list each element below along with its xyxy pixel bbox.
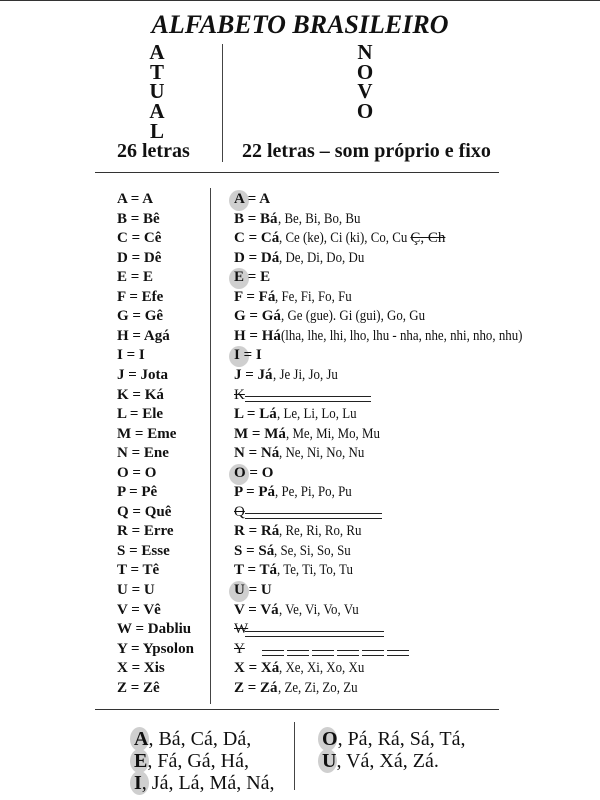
novo-letter: V: [357, 79, 373, 104]
letter-name: N = Ná: [234, 445, 280, 461]
atual-letter: L: [149, 118, 164, 143]
novo-letter: O: [356, 59, 374, 84]
syllables: , Je Ji, Jo, Ju: [272, 367, 338, 383]
vowel-highlight: E: [234, 269, 245, 285]
syllables: , Me, Mi, Mo, Mu: [285, 426, 380, 442]
new-letter-row: [234, 327, 562, 346]
syllables: , Le, Li, Lo, Lu: [276, 406, 357, 422]
atual-vertical-word: [142, 40, 172, 143]
syllables: (lha, lhe, lhi, lho, lhu - nha, nhe, nhi, nho, nhu): [280, 328, 523, 344]
new-letter-row: [234, 190, 270, 209]
new-letter-row: [234, 679, 370, 698]
header-divider: [222, 44, 223, 162]
old-letter-row: L = Ele: [117, 406, 164, 422]
strike-dash: [362, 650, 384, 656]
atual-letter: A: [149, 40, 165, 64]
syllables: = A: [244, 191, 271, 207]
removed-digraphs: Ç, Ch: [410, 230, 446, 246]
letter-name: P = Pá: [234, 484, 276, 500]
top-rule: [0, 0, 600, 1]
vowel-highlight: E: [134, 750, 148, 772]
vowel-highlight: A: [234, 191, 245, 207]
new-letter-row: [234, 659, 378, 678]
letter-name: M = Má: [234, 426, 286, 442]
old-letter-row: F = Efe: [117, 289, 164, 305]
letter-name: V = Vá: [234, 602, 279, 618]
footer-divider: [294, 722, 295, 790]
new-letter-row: [234, 366, 348, 385]
syllables: , Ve, Vi, Vo, Vu: [278, 602, 359, 618]
letter-name: J = Já: [234, 367, 273, 383]
syllable-list: , Já, Lá, Má, Ná,: [141, 772, 275, 794]
section-rule: [95, 172, 499, 173]
new-letter-row: [234, 288, 365, 307]
new-letter-row: [234, 561, 365, 580]
syllables: , Re, Ri, Ro, Ru: [279, 523, 362, 539]
new-letter-row: [234, 386, 245, 405]
syllable-list: , Vá, Xá, Zá.: [336, 750, 439, 772]
novo-letter: O: [356, 99, 374, 124]
new-letter-row: [234, 425, 395, 444]
new-letter-row: [234, 483, 364, 502]
new-letter-row: [234, 640, 245, 659]
letter-name: L = Lá: [234, 406, 277, 422]
old-letter-row: J = Jota: [117, 367, 169, 383]
strike-line-q: [245, 513, 382, 519]
syllables: = I: [239, 347, 262, 363]
old-letter-row: B = Bê: [117, 211, 160, 227]
new-letter-row: [234, 464, 273, 483]
old-alphabet-count: 26 letras: [117, 140, 190, 162]
atual-letter: U: [149, 79, 165, 104]
strike-dash: [262, 650, 284, 656]
syllable-list: , Pá, Rá, Sá, Tá,: [337, 728, 466, 750]
vowel-highlight: I: [134, 772, 142, 794]
new-letter-row: [234, 405, 369, 424]
letter-name: F = Fá: [234, 289, 276, 305]
new-letter-row: [234, 307, 448, 326]
removed-letter: K: [234, 387, 245, 403]
syllables: , Pe, Pi, Po, Pu: [275, 484, 352, 500]
new-letter-row: [234, 444, 378, 463]
letter-name: G = Gá: [234, 308, 281, 324]
letter-name: B = Bá: [234, 211, 278, 227]
old-letter-row: V = Vê: [117, 602, 161, 618]
letter-name: Z = Zá: [234, 680, 278, 696]
strike-line-w: [245, 631, 384, 637]
syllables: = O: [245, 465, 274, 481]
old-letter-row: E = E: [117, 269, 154, 285]
syllables: , Ne, Ni, No, Nu: [279, 445, 365, 461]
atual-letter: T: [149, 59, 164, 84]
new-letter-row: [234, 581, 272, 600]
syllables: = U: [244, 582, 272, 598]
old-letter-row: U = U: [117, 582, 155, 598]
syllables: , Xe, Xi, Xo, Xu: [279, 660, 365, 676]
syllables: , De, Di, Do, Du: [279, 250, 365, 266]
syllable-line: [134, 772, 275, 794]
vowel-highlight: O: [234, 465, 246, 481]
old-letter-row: N = Ene: [117, 445, 169, 461]
letter-name: R = Rá: [234, 523, 280, 539]
old-letter-row: T = Tê: [117, 562, 160, 578]
old-letter-row: I = I: [117, 347, 145, 363]
old-letter-row: Q = Quê: [117, 504, 172, 520]
strike-line-k: [245, 396, 371, 402]
novo-vertical-word: [350, 40, 380, 124]
old-letter-row: A = A: [117, 191, 154, 207]
syllables: , Be, Bi, Bo, Bu: [277, 211, 361, 227]
atual-letter: A: [149, 99, 165, 124]
letter-name: C = Cá: [234, 230, 280, 246]
syllable-line: [322, 728, 466, 750]
new-letter-row: [234, 601, 371, 620]
strike-dash: [387, 650, 409, 656]
vowel-highlight: U: [322, 750, 337, 772]
letter-name: S = Sá: [234, 543, 275, 559]
vowel-highlight: I: [234, 347, 240, 363]
syllables: , Ze, Zi, Zo, Zu: [277, 680, 358, 696]
old-letter-row: C = Cê: [117, 230, 162, 246]
vowel-highlight: U: [234, 582, 245, 598]
old-letter-row: X = Xis: [117, 660, 165, 676]
vowel-highlight: O: [322, 728, 338, 750]
strike-dash: [287, 650, 309, 656]
new-letter-row: [234, 346, 262, 365]
letter-name: D = Dá: [234, 250, 280, 266]
new-letter-row: [234, 542, 363, 561]
new-letter-row: [234, 268, 270, 287]
strike-dash: [337, 650, 359, 656]
old-letter-row: D = Dê: [117, 250, 162, 266]
letter-name: X = Xá: [234, 660, 280, 676]
new-letter-row: [234, 249, 378, 268]
syllable-list: , Bá, Cá, Dá,: [148, 728, 252, 750]
strike-dash: [312, 650, 334, 656]
footer-rule: [95, 709, 499, 710]
old-letter-row: W = Dabliu: [117, 621, 192, 637]
removed-letter: Y: [234, 641, 245, 657]
syllables: , Fe, Fi, Fo, Fu: [275, 289, 353, 305]
removed-letter: Q: [234, 504, 245, 520]
syllable-list: , Fá, Gá, Há,: [147, 750, 249, 772]
syllable-line: [134, 750, 249, 772]
old-letter-row: O = O: [117, 465, 157, 481]
new-alphabet-count: 22 letras – som próprio e fixo: [242, 140, 491, 162]
old-letter-row: S = Esse: [117, 543, 170, 559]
removed-letter: W: [234, 621, 249, 637]
old-letter-row: K = Ká: [117, 387, 164, 403]
old-letter-row: M = Eme: [117, 426, 177, 442]
new-letter-row: [234, 503, 245, 522]
page-title: ALFABETO BRASILEIRO: [151, 10, 449, 39]
new-letter-row: [234, 210, 373, 229]
syllables: , Se, Si, So, Su: [274, 543, 351, 559]
letter-name: H = Há: [234, 328, 281, 344]
syllable-line: [322, 750, 439, 772]
new-letter-row: [234, 522, 375, 541]
old-letter-row: H = Agá: [117, 328, 170, 344]
syllables: , Ce (ke), Ci (ki), Co, Cu: [279, 230, 408, 246]
syllables: , Te, Ti, To, Tu: [277, 562, 353, 578]
old-letter-row: R = Erre: [117, 523, 174, 539]
novo-letter: N: [357, 40, 373, 64]
old-letter-row: P = Pê: [117, 484, 158, 500]
table-divider: [210, 188, 211, 704]
syllables: = E: [244, 269, 271, 285]
old-letter-row: G = Gê: [117, 308, 164, 324]
new-letter-row: [234, 229, 445, 248]
syllables: , Ge (gue). Gi (gui), Go, Gu: [280, 308, 425, 324]
vowel-highlight: A: [134, 728, 149, 750]
syllable-line: [134, 728, 251, 750]
letter-name: T = Tá: [234, 562, 278, 578]
old-letter-row: Z = Zê: [117, 680, 160, 696]
old-letter-row: Y = Ypsolon: [117, 641, 194, 657]
